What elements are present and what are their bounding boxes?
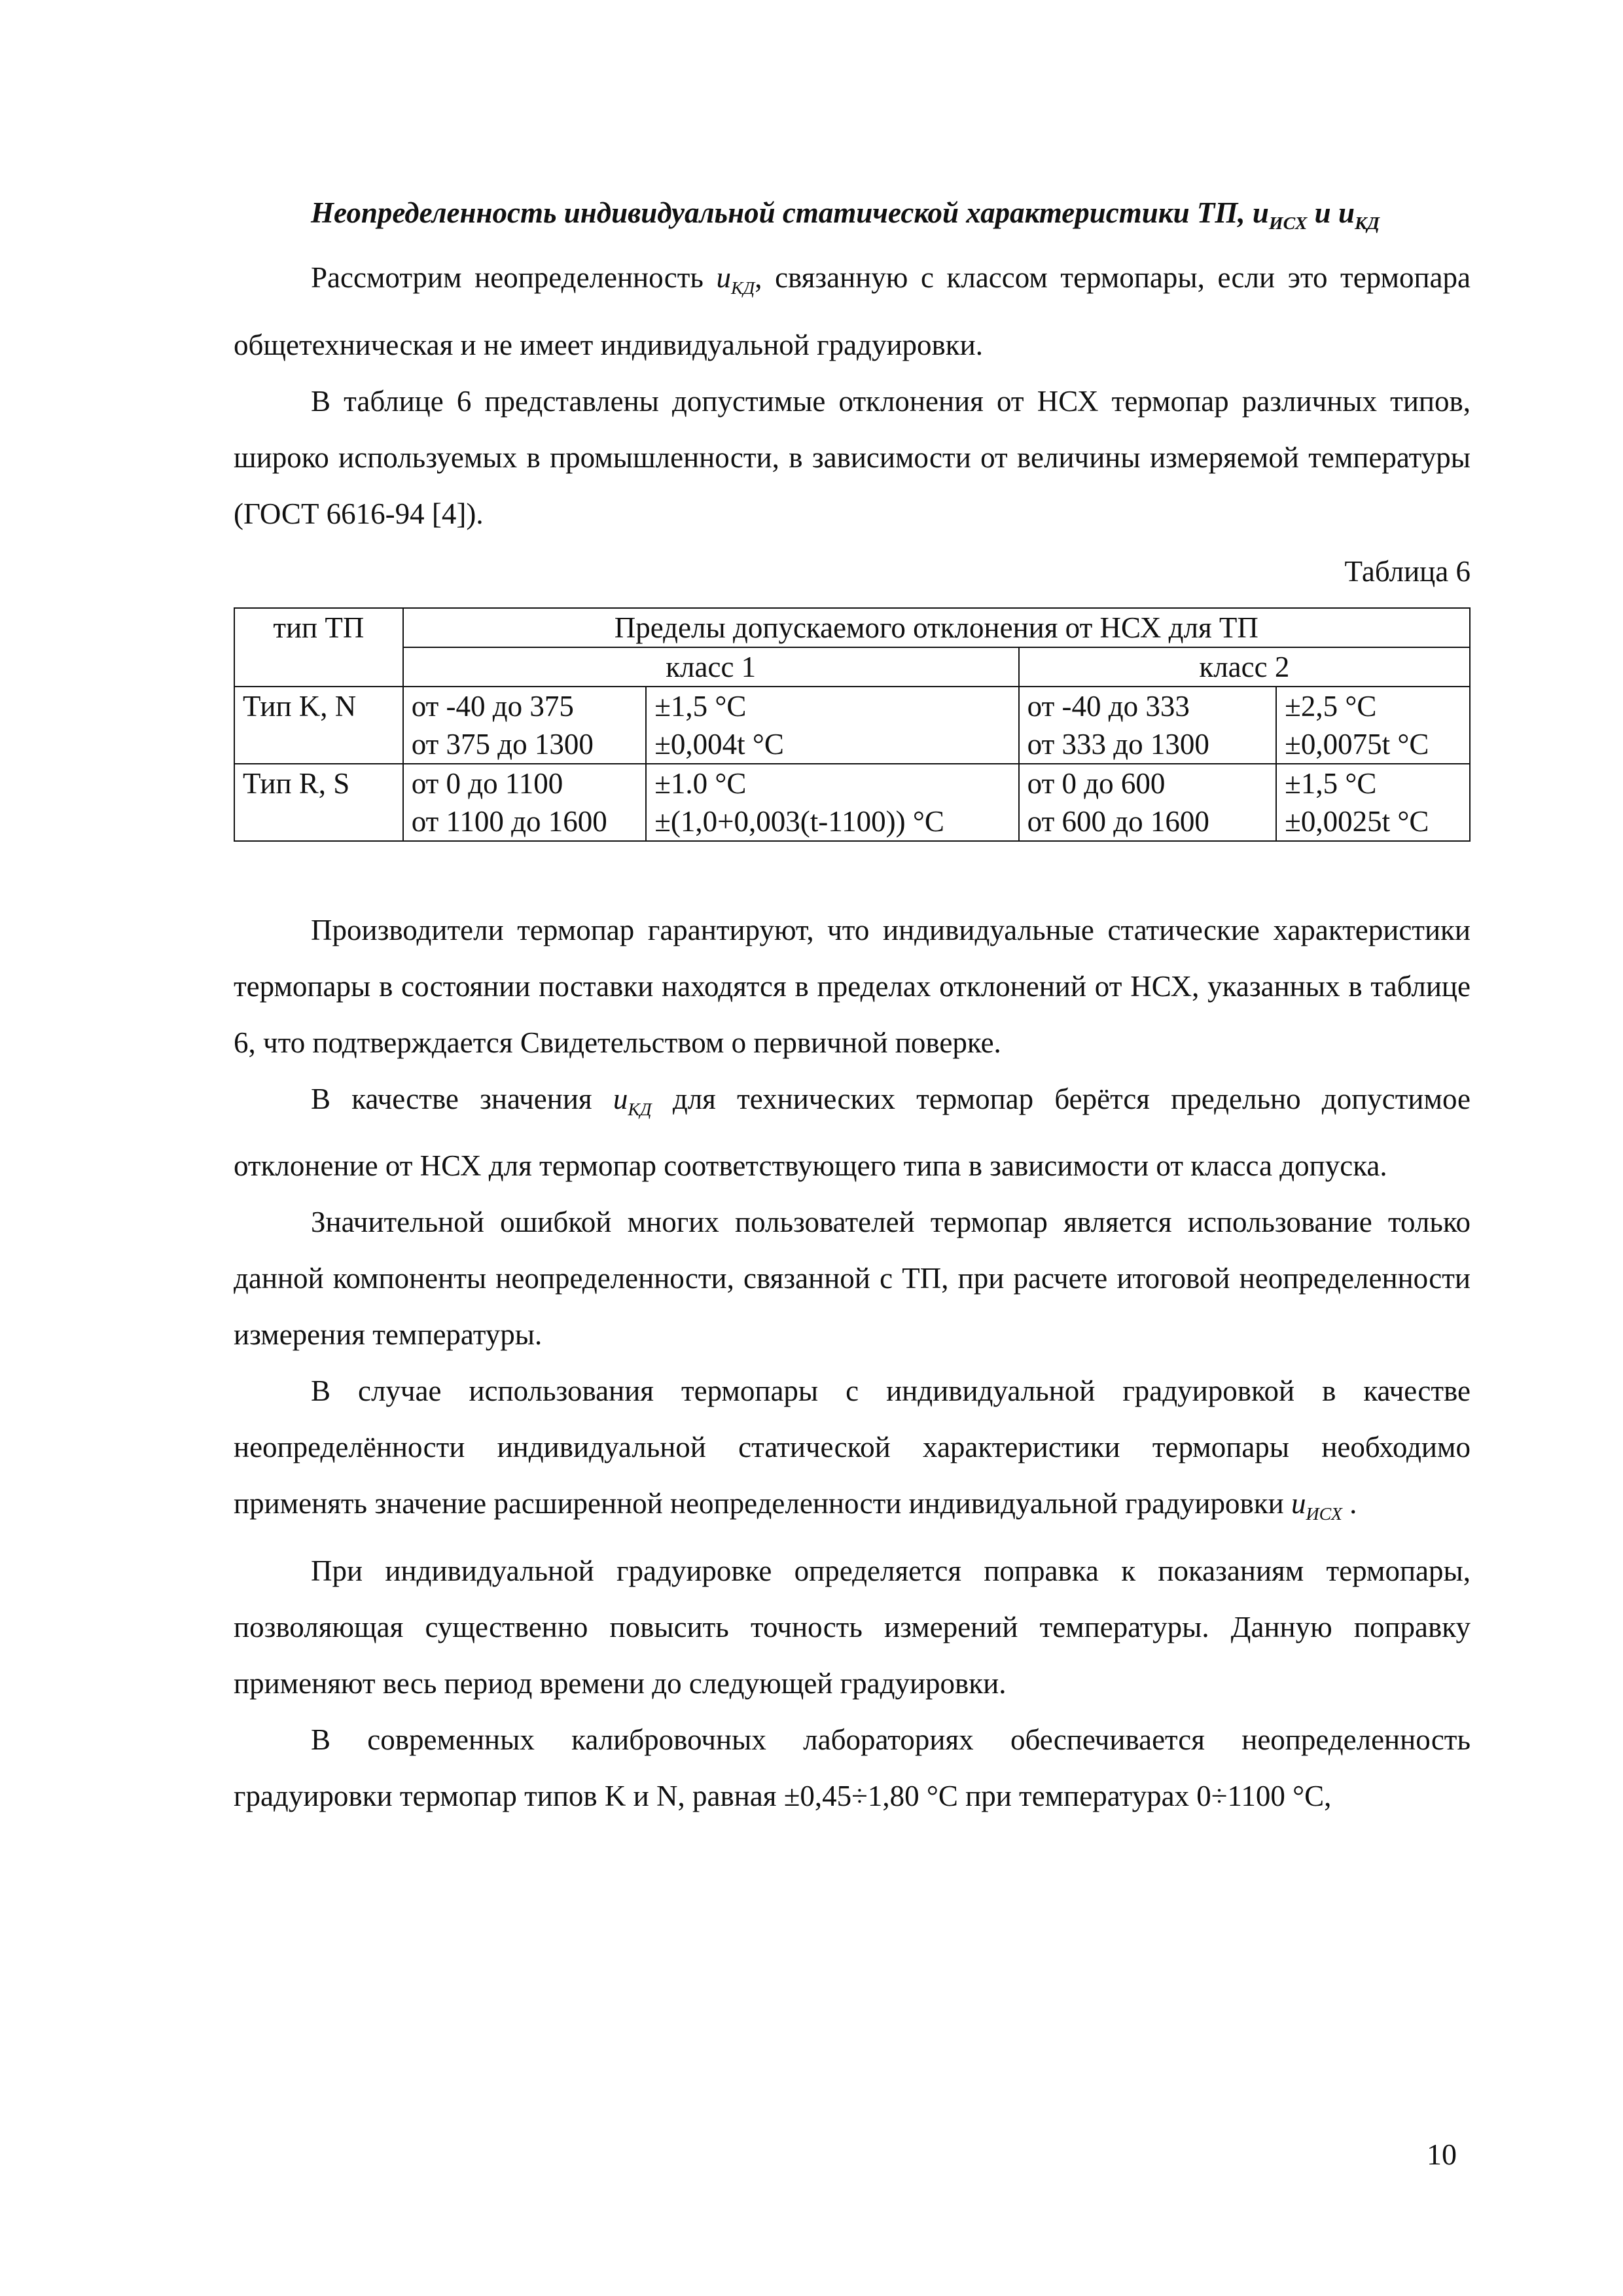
- paragraph-7: При индивидуальной градуировке определяется поправка к показаниям термопары, позволяющая существенно повысить точность измерений температуры. Данную поправку применяют весь период времени до следующей градуировки.: [234, 1554, 1471, 1700]
- symbol-u-kd: $u_{КД}$: [716, 260, 755, 298]
- symbol-u-kd: $u_{КД}$: [1338, 196, 1380, 234]
- body-text: [234, 185, 1471, 1824]
- header-class-2: класс 2: [1019, 647, 1470, 687]
- table-subheader-row: [234, 647, 1470, 687]
- symbol-u-isx: $u_{ИСХ}$: [1291, 1487, 1342, 1524]
- cell-class1-tolerance: ±1,5 °С ±0,004t °С: [646, 687, 1018, 764]
- cell-type: Тип R, S: [234, 764, 403, 841]
- paragraph-1: Рассмотрим неопределенность $u_{КД}$, связанную с классом термопары, если это термопара общетехническая и не имеет индивидуальной градуировки.: [234, 260, 1471, 361]
- cell-class2-range: от -40 до 333 от 333 до 1300: [1019, 687, 1276, 764]
- cell-class1-range: от 0 до 1100 от 1100 до 1600: [403, 764, 647, 841]
- cell-class2-tolerance: ±1,5 °С ±0,0025t °С: [1276, 764, 1470, 841]
- cell-type: Тип K, N: [234, 687, 403, 764]
- header-limits: Пределы допускаемого отклонения от НСХ для ТП: [403, 608, 1470, 647]
- paragraph-2: В таблице 6 представлены допустимые отклонения от НСХ термопар различных типов, широко используемых в промышленности, в зависимости от величины измеряемой температуры (ГОСТ 6616-94 [4]).: [234, 384, 1471, 530]
- tolerance-table: [234, 607, 1471, 842]
- paragraph-5: Значительной ошибкой многих пользователей термопар является использование только данной компоненты неопределенности, связанной с ТП, при расчете итоговой неопределенности измерения температуры.: [234, 1206, 1471, 1352]
- table-row: [234, 764, 1470, 841]
- table-row: [234, 687, 1470, 764]
- header-type: тип ТП: [234, 608, 403, 687]
- header-class-1: класс 1: [403, 647, 1019, 687]
- table-header-row: [234, 608, 1470, 647]
- paragraph-6: В случае использования термопары с индивидуальной градуировкой в качестве неопределённости индивидуальной статической характеристики термопары необходимо применять значение расширенной неопределенности индивидуальной градуировки $u_{ИСХ}$ .: [234, 1374, 1471, 1524]
- page-number: 10: [1427, 2138, 1457, 2171]
- cell-class2-tolerance: ±2,5 °С ±0,0075t °С: [1276, 687, 1470, 764]
- paragraph-3: Производители термопар гарантируют, что индивидуальные статические характеристики термопары в состоянии поставки находятся в пределах отклонений от НСХ, указанных в таблице 6, что подтверждается Свидетельством о первичной поверке.: [234, 913, 1471, 1059]
- cell-class1-tolerance: ±1.0 °С ±(1,0+0,003(t-1100)) °С: [646, 764, 1018, 841]
- paragraph-4: В качестве значения $u_{КД}$ для технических термопар берётся предельно допустимое отклонение от НСХ для термопар соответствующего типа в зависимости от класса допуска.: [234, 1082, 1471, 1183]
- symbol-u-kd: $u_{КД}$: [613, 1082, 652, 1120]
- cell-class2-range: от 0 до 600 от 600 до 1600: [1019, 764, 1276, 841]
- cell-class1-range: от -40 до 375 от 375 до 1300: [403, 687, 647, 764]
- table-caption: Таблица 6: [1344, 554, 1471, 588]
- symbol-u-isx: $u_{ИСХ}$: [1252, 196, 1308, 234]
- paragraph-8: В современных калибровочных лабораториях обеспечивается неопределенность градуировки термопар типов K и N, равная ±0,45÷1,80 °С при температурах 0÷1100 °С,: [234, 1723, 1471, 1812]
- section-heading: Неопределенность индивидуальной статической характеристики ТП, $u_{ИСХ}$ и $u_{КД}$: [311, 196, 1380, 234]
